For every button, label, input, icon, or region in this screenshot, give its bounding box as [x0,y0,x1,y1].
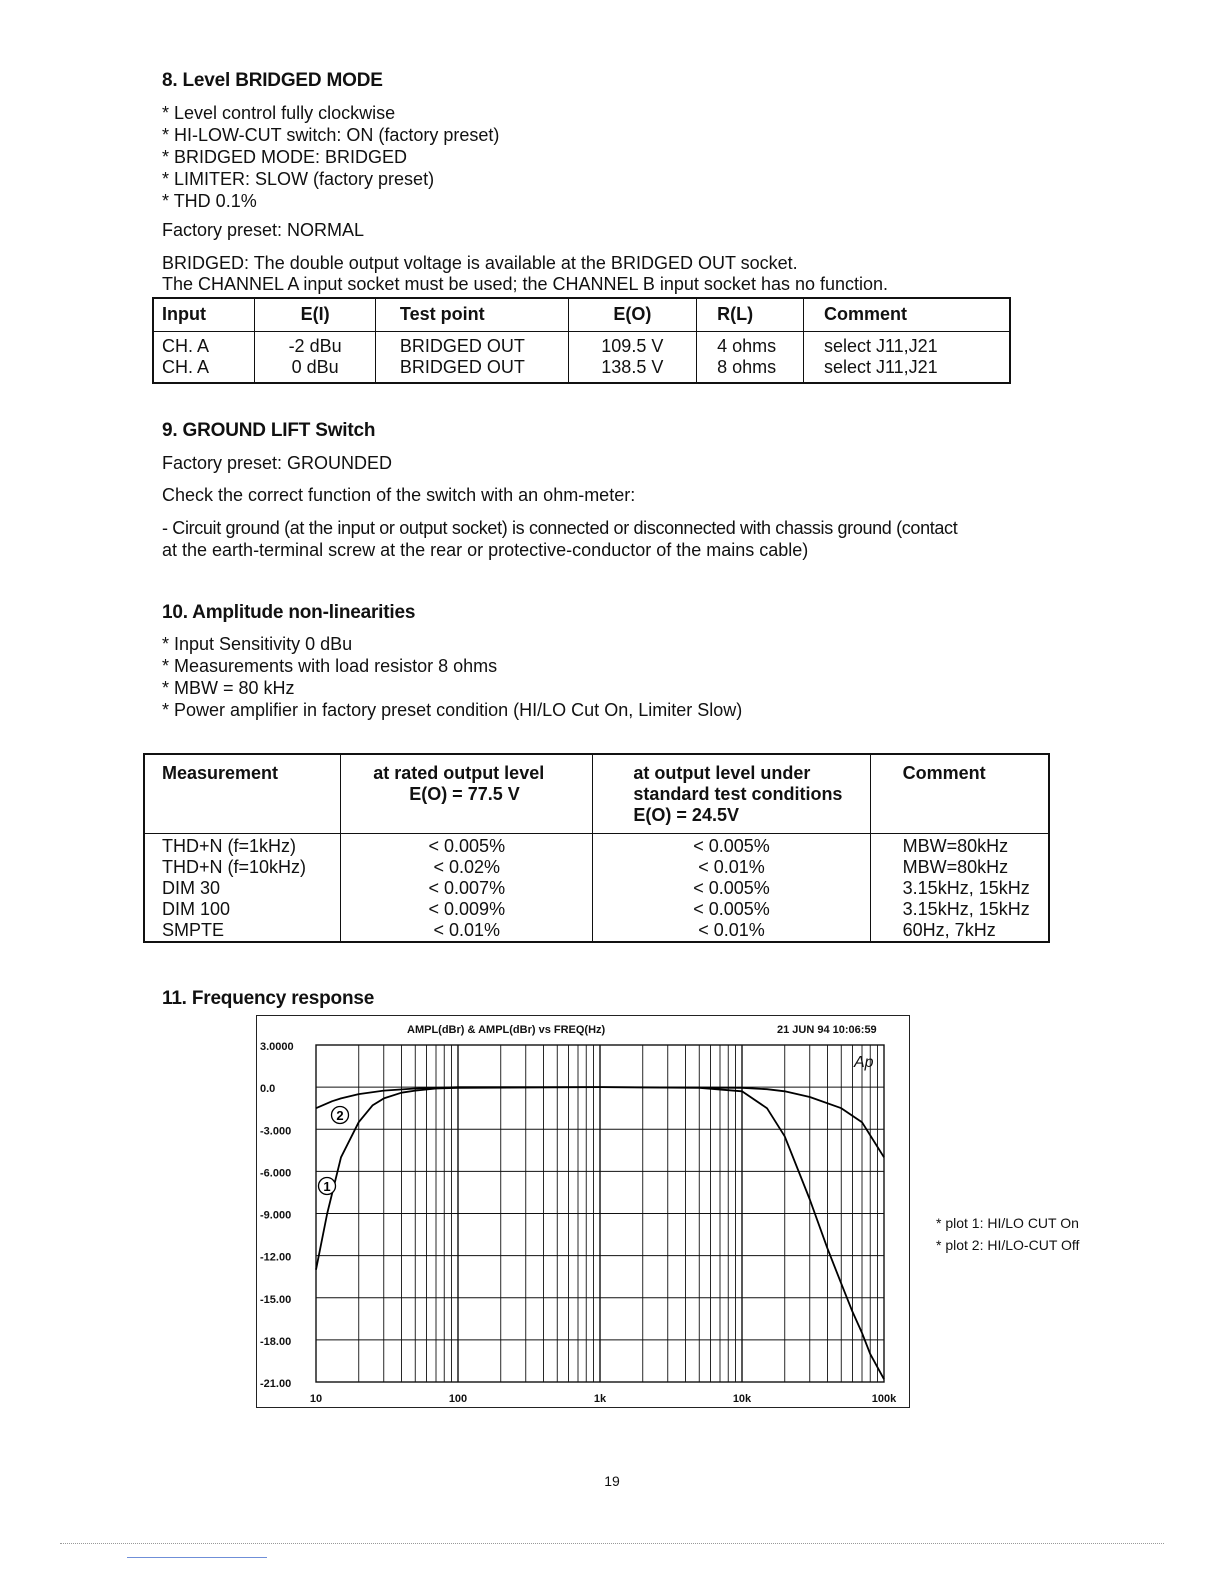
list-item: * Input Sensitivity 0 dBu [162,633,742,655]
table-cell: THD+N (f=1kHz) [144,833,341,857]
table-row [153,331,1010,357]
plot-note-2: * plot 2: HI/LO-CUT Off [936,1237,1080,1253]
table-cell: select J11,J21 [803,331,1010,357]
table-cell: BRIDGED OUT [375,331,568,357]
curve-marker-label: 1 [323,1179,331,1194]
table-cell: < 0.02% [341,857,593,878]
table-cell: MBW=80kHz [870,833,1049,857]
header-comment: Comment [902,763,986,783]
header-measurement: Measurement [162,763,279,783]
table-cell: 8 ohms [697,357,804,383]
section8-desc-1: BRIDGED: The double output voltage is available at the BRIDGED OUT socket. [162,253,798,273]
table-row [144,920,1049,942]
plot-note-1: * plot 1: HI/LO CUT On [936,1215,1079,1231]
table-cell: < 0.005% [341,833,593,857]
section8-title: 8. Level BRIDGED MODE [162,70,383,91]
table-cell: 109.5 V [568,331,697,357]
frequency-response-svg [257,1016,909,1407]
section9-preset: Factory preset: GROUNDED [162,453,393,473]
section10-bullets [162,633,742,721]
table-cell: CH. A [153,357,255,383]
section9-line-2: at the earth-terminal screw at the rear or protective-conductor of the mains cable) [162,540,809,560]
footer-divider [60,1543,1164,1544]
y-tick-label: -21.00 [260,1378,292,1390]
section10-title: 10. Amplitude non-linearities [162,602,416,623]
table-row [153,357,1010,383]
table-cell: select J11,J21 [803,357,1010,383]
table-header [870,754,1049,833]
x-tick-label: 10 [309,1393,323,1405]
x-tick-label: 100k [871,1393,897,1405]
table-row [144,878,1049,899]
frequency-response-chart [256,1015,910,1408]
table-cell: DIM 100 [144,899,341,920]
list-item: * THD 0.1% [162,190,499,212]
y-tick-label: -12.00 [260,1251,292,1264]
chart-title: AMPL(dBr) & AMPL(dBr) vs FREQ(Hz) [407,1024,606,1036]
chart-timestamp: 21 JUN 94 10:06:59 [777,1024,877,1036]
list-item: * MBW = 80 kHz [162,677,742,699]
section8-preset: Factory preset: NORMAL [162,220,365,240]
list-item: * Power amplifier in factory preset condition (HI/LO Cut On, Limiter Slow) [162,699,742,721]
table-cell: < 0.007% [341,878,593,899]
y-tick-label: -15.00 [260,1293,292,1306]
table-cell: 60Hz, 7kHz [870,920,1049,942]
table-cell: < 0.01% [593,920,870,942]
section9-line-1: - Circuit ground (at the input or output socket) is connected or disconnected with chassis ground (contact [162,518,958,538]
table-header: E(O) [568,298,697,331]
table-header [144,754,341,833]
header-rated-1: at rated output level [373,763,545,783]
footer-accent-line [127,1557,267,1558]
list-item: * BRIDGED MODE: BRIDGED [162,146,499,168]
table-cell: 3.15kHz, 15kHz [870,878,1049,899]
table-cell: THD+N (f=10kHz) [144,857,341,878]
y-tick-label: 3.0000 [260,1041,294,1053]
table-row [144,857,1049,878]
x-tick-label: 10k [732,1393,752,1405]
section9-title: 9. GROUND LIFT Switch [162,420,376,441]
table-header [593,754,870,833]
table-cell: BRIDGED OUT [375,357,568,383]
table-header: Comment [803,298,1010,331]
list-item: * Measurements with load resistor 8 ohms [162,655,742,677]
table-cell: < 0.009% [341,899,593,920]
table-cell: -2 dBu [255,331,376,357]
table-cell: < 0.01% [341,920,593,942]
ap-logo: Ap [854,1054,874,1071]
table-cell: < 0.005% [593,899,870,920]
bridged-table [152,297,1011,384]
table-cell: MBW=80kHz [870,857,1049,878]
section11-title: 11. Frequency response [162,988,375,1009]
header-std-2: standard test conditions [633,784,843,804]
table-header: E(I) [255,298,376,331]
table-cell: SMPTE [144,920,341,942]
table-header: Test point [375,298,568,331]
table-cell: < 0.01% [593,857,870,878]
table-header: Input [153,298,255,331]
header-rated-2: E(O) = 77.5 V [409,784,520,804]
header-std-1: at output level under [633,763,811,783]
nonlinearity-table [143,753,1050,943]
section8-bullets [162,102,499,212]
section8-desc-2: The CHANNEL A input socket must be used; the CHANNEL B input socket has no function. [162,274,889,294]
header-std-3: E(O) = 24.5V [633,805,739,825]
list-item: * LIMITER: SLOW (factory preset) [162,168,499,190]
table-cell: 138.5 V [568,357,697,383]
table-cell: CH. A [153,331,255,357]
table-row [144,899,1049,920]
table-cell: DIM 30 [144,878,341,899]
y-tick-label: -18.00 [260,1335,292,1348]
y-tick-label: -6.000 [260,1167,292,1180]
page-number: 19 [604,1473,620,1489]
y-tick-label: -3.000 [260,1125,292,1138]
table-header: R(L) [697,298,804,331]
list-item: * Level control fully clockwise [162,102,499,124]
x-tick-label: 100 [448,1393,468,1405]
table-cell: < 0.005% [593,878,870,899]
list-item: * HI-LOW-CUT switch: ON (factory preset) [162,124,499,146]
x-tick-label: 1k [593,1393,607,1405]
y-tick-label: 0.0 [260,1083,276,1096]
table-row [144,833,1049,857]
y-tick-label: -9.000 [260,1209,292,1222]
table-cell: < 0.005% [593,833,870,857]
curve-marker-label: 2 [336,1108,344,1123]
table-cell: 0 dBu [255,357,376,383]
table-header [341,754,593,833]
table-cell: 4 ohms [697,331,804,357]
table-cell: 3.15kHz, 15kHz [870,899,1049,920]
section9-check: Check the correct function of the switch with an ohm-meter: [162,485,636,505]
